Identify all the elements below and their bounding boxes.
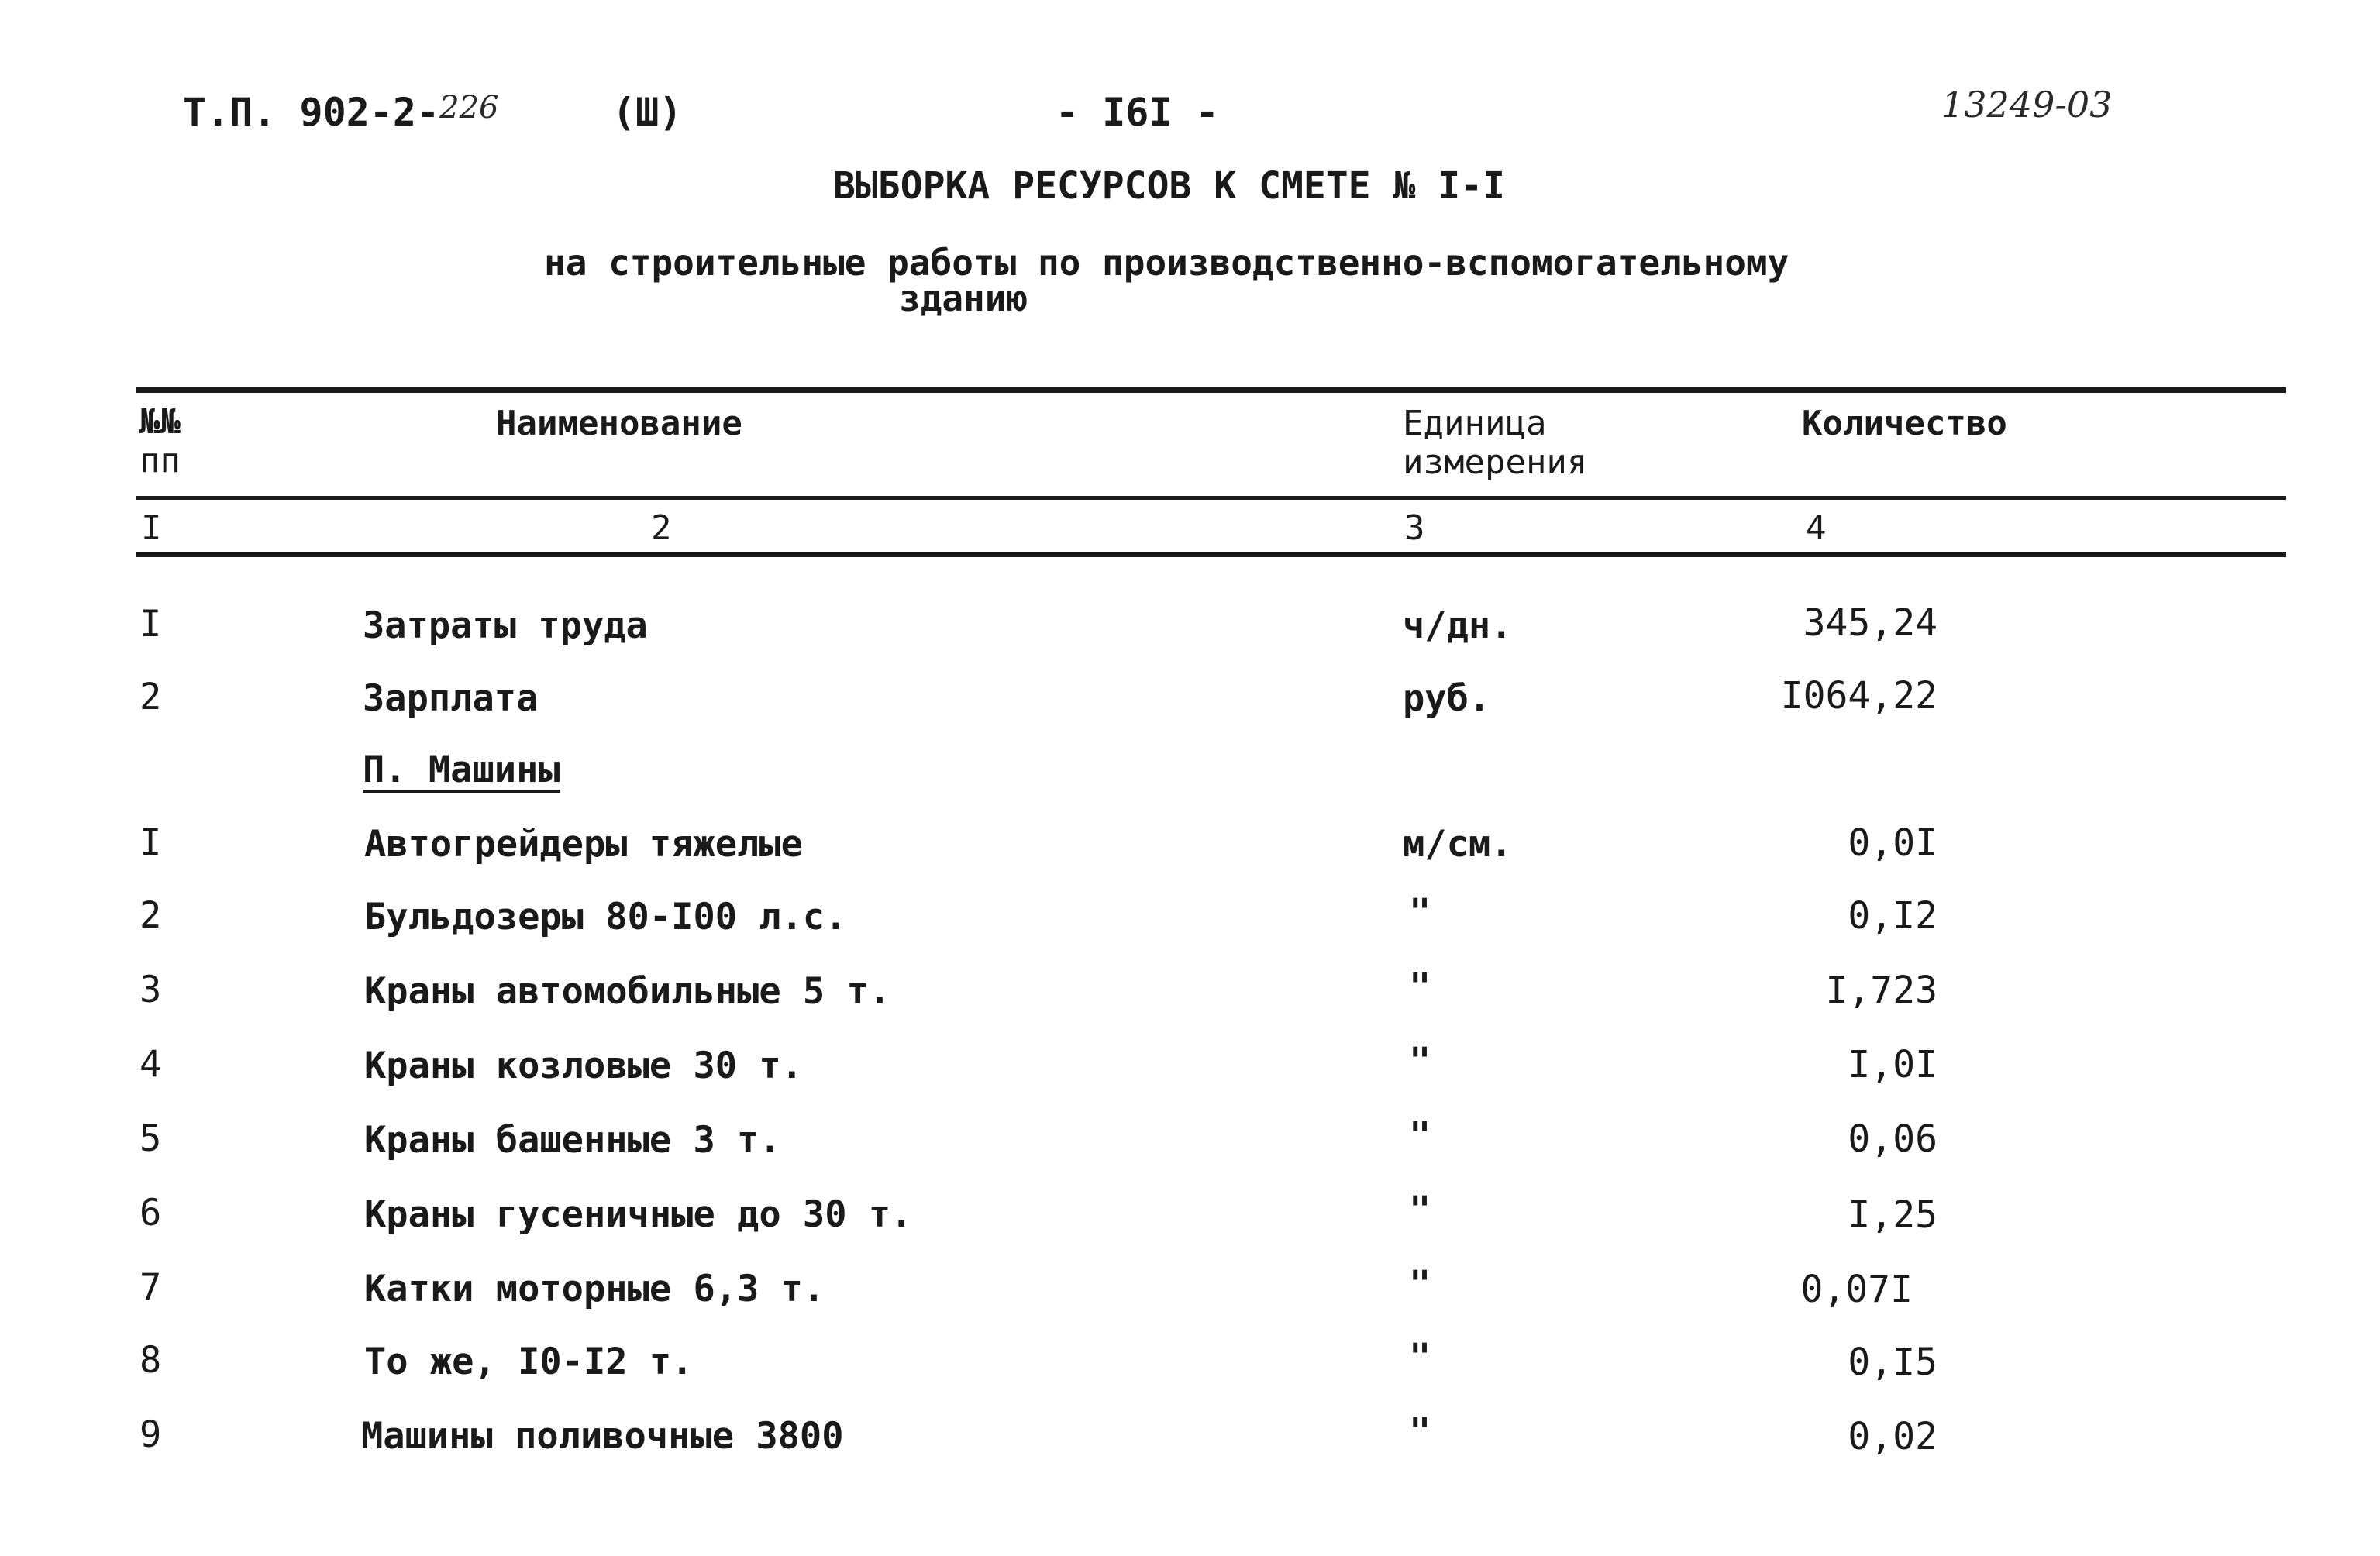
- row-name: Затраты труда: [363, 604, 648, 647]
- page-number: - I6I -: [1056, 90, 1219, 135]
- archive-number: 13249-03: [1941, 84, 2113, 126]
- subtitle-line-1: на строительные работы по производственно-вспомогательному: [544, 242, 1789, 284]
- col-2-label: Наименование: [496, 404, 742, 443]
- col-3-label-1: Единица: [1403, 404, 1547, 443]
- row-unit: ": [1409, 1114, 1431, 1157]
- col-1-label-1: №№: [139, 402, 181, 442]
- row-name: Автогрейдеры тяжелые: [364, 823, 803, 866]
- row-name: Краны козловые 30 т.: [364, 1045, 803, 1087]
- row-number: I: [139, 821, 162, 864]
- row-unit: руб.: [1403, 677, 1491, 720]
- row-quantity: 345,24: [1803, 601, 1937, 645]
- row-number: 4: [139, 1043, 162, 1086]
- row-quantity: 0,I5: [1848, 1341, 1937, 1384]
- row-unit: ": [1409, 1189, 1431, 1231]
- row-number: 6: [139, 1192, 162, 1234]
- row-unit: ч/дн.: [1403, 604, 1513, 647]
- row-name: Бульдозеры 80-I00 л.с.: [364, 896, 847, 938]
- row-number: 8: [139, 1339, 162, 1382]
- row-quantity: 0,0I: [1848, 821, 1937, 865]
- page-title: ВЫБОРКА РЕСУРСОВ К СМЕТЕ № I-I: [833, 164, 1505, 208]
- row-name: Зарплата: [363, 677, 539, 720]
- row-number: 7: [139, 1266, 162, 1309]
- row-number: I: [139, 603, 162, 645]
- doc-part: (Ш): [612, 90, 683, 135]
- row-quantity: 0,I2: [1848, 894, 1937, 938]
- row-quantity: I,723: [1825, 969, 1937, 1012]
- col-2-number: 2: [651, 508, 672, 548]
- doc-code: [183, 90, 499, 135]
- doc-code-printed: Т.П. 902-2-: [183, 90, 440, 135]
- table-top-rule: [136, 387, 2286, 393]
- row-number: 2: [139, 894, 162, 937]
- col-1-number: I: [141, 508, 162, 548]
- row-number: 9: [139, 1413, 162, 1456]
- row-name: Краны башенные 3 т.: [364, 1119, 781, 1162]
- col-3-label-2: измерения: [1403, 442, 1588, 482]
- row-quantity: I,25: [1848, 1193, 1937, 1237]
- col-4-label: Количество: [1802, 404, 2007, 443]
- row-quantity: 0,06: [1848, 1117, 1937, 1161]
- col-1-label-2: пп: [139, 441, 181, 480]
- row-name: Катки моторные 6,3 т.: [364, 1268, 825, 1310]
- header-mid-rule: [136, 496, 2286, 500]
- row-name: То же, I0-I2 т.: [364, 1341, 694, 1383]
- row-quantity: 0,02: [1848, 1415, 1937, 1458]
- row-unit: ": [1409, 966, 1431, 1008]
- header-bottom-rule: [136, 552, 2286, 557]
- col-3-number: 3: [1404, 508, 1425, 548]
- row-quantity: 0,07I: [1800, 1268, 1913, 1311]
- row-name: Краны гусеничные до 30 т.: [364, 1193, 913, 1236]
- subtitle-line-2: зданию: [899, 277, 1028, 319]
- doc-code-handwritten: 226: [439, 90, 499, 126]
- row-name: Машины поливочные 3800: [361, 1415, 844, 1458]
- row-unit: ": [1409, 1263, 1431, 1306]
- row-quantity: I064,22: [1780, 674, 1937, 718]
- row-quantity: I,0I: [1848, 1043, 1937, 1086]
- row-unit: ": [1409, 1410, 1431, 1453]
- row-number: 5: [139, 1117, 162, 1160]
- row-unit: ": [1409, 1040, 1431, 1083]
- row-name: Краны автомобильные 5 т.: [364, 970, 891, 1013]
- row-unit: ": [1409, 891, 1431, 934]
- col-4-number: 4: [1806, 508, 1827, 548]
- row-unit: ": [1409, 1336, 1431, 1379]
- row-unit: м/см.: [1403, 823, 1513, 866]
- row-number: 2: [139, 676, 162, 718]
- section-heading-machines: П. Машины: [363, 749, 560, 791]
- row-number: 3: [139, 969, 162, 1011]
